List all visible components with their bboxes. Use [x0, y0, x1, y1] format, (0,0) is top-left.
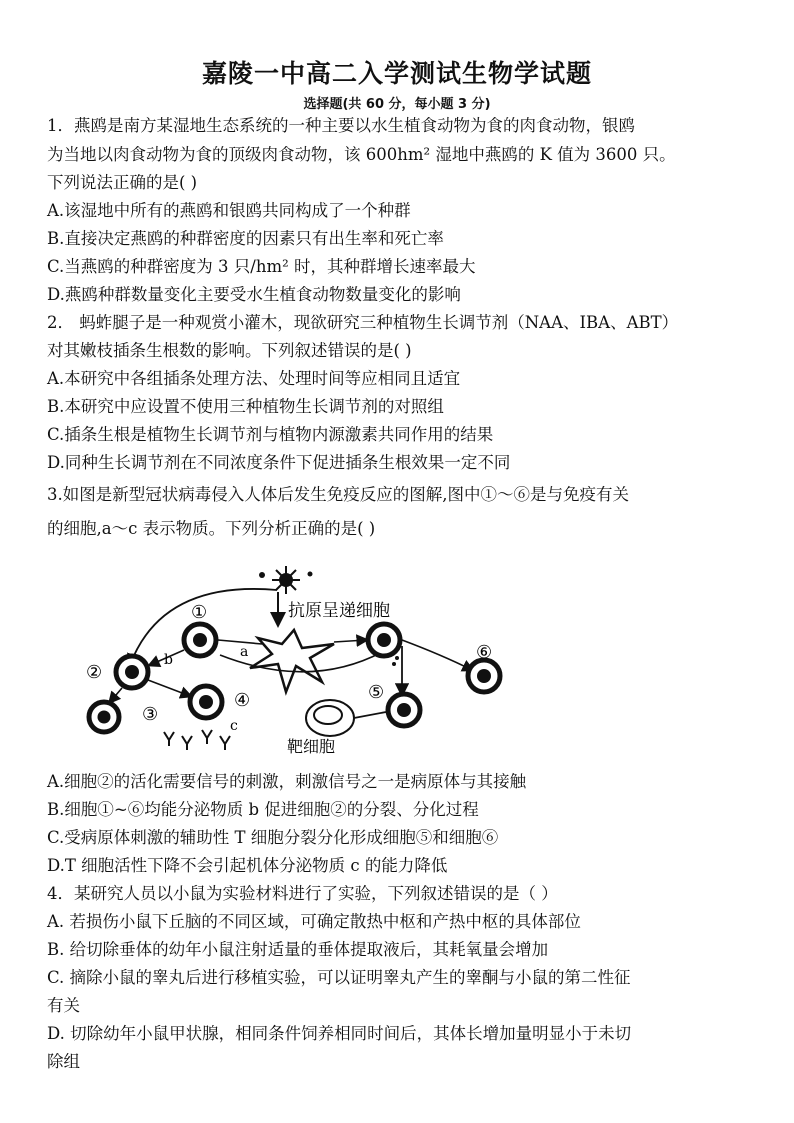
cell-5: [388, 694, 420, 726]
immune-response-diagram: [72, 560, 522, 760]
cell-4: [190, 686, 222, 718]
substance-a-label: a: [240, 644, 249, 660]
link-target-5: [354, 712, 386, 718]
target-cell: [306, 700, 354, 736]
link-apc-t: [334, 640, 366, 642]
q3-option-a: A.细胞②的活化需要信号的刺激，刺激信号之一是病原体与其接触: [47, 772, 527, 791]
apc-label: 抗原呈递细胞: [288, 601, 390, 621]
cell-1-label: ①: [191, 602, 208, 623]
arrow-2-to-4: [148, 680, 190, 696]
target-cell-label: 靶细胞: [287, 737, 336, 756]
q3-stem-line-2: 的细胞,a～c 表示物质。下列分析正确的是( ): [47, 519, 376, 538]
curve-arrow: [220, 640, 472, 672]
cell-3-label: ③: [142, 704, 159, 725]
q4-option-c-line-1: C. 摘除小鼠的睾丸后进行移植实验，可以证明睾丸产生的睾酮与小鼠的第二性征: [47, 968, 631, 987]
q1-option-b: B.直接决定燕鸥的种群密度的因素只有出生率和死亡率: [47, 229, 444, 248]
q4-stem-line-1: 4．某研究人员以小鼠为实验材料进行了实验，下列叙述错误的是（ ）: [47, 884, 558, 903]
q1-stem-line-2: 为当地以肉食动物为食的顶级肉食动物，该 600hm² 湿地中燕鸥的 K 值为 3600 只。: [47, 145, 676, 164]
cell-effector-t: [368, 624, 400, 656]
q4-option-a: A. 若损伤小鼠下丘脑的不同区域，可确定散热中枢和产热中枢的具体部位: [47, 912, 581, 931]
q1-option-c: C.当燕鸥的种群密度为 3 只/hm² 时，其种群增长速率最大: [47, 257, 476, 276]
q3-option-d: D.T 细胞活性下降不会引起机体分泌物质 c 的能力降低: [47, 856, 448, 875]
cell-2-label: ②: [86, 662, 103, 683]
substance-b-label: b: [164, 652, 173, 668]
q1-option-a: A.该湿地中所有的燕鸥和银鸥共同构成了一个种群: [47, 201, 411, 220]
q4-option-c-line-2: 有关: [47, 996, 80, 1015]
cell-3: [89, 702, 119, 732]
arrow-2-to-3: [110, 688, 122, 702]
cell-2: [116, 656, 148, 688]
q4-option-b: B. 给切除垂体的幼年小鼠注射适量的垂体提取液后，其耗氧量会增加: [47, 940, 549, 959]
page-title: 嘉陵一中高二入学测试生物学试题: [201, 59, 592, 88]
q2-stem-line-1: 2． 蚂蚱腿子是一种观赏小灌木，现欲研究三种植物生长调节剂（NAA、IBA、ABT）: [47, 313, 679, 332]
cell-6: [468, 660, 500, 692]
antibody-icon: [164, 730, 230, 750]
section-subtitle: 选择题(共 60 分，每小题 3 分): [303, 97, 491, 112]
q1-stem-line-3: 下列说法正确的是( ): [47, 173, 198, 192]
q4-option-d-line-1: D. 切除幼年小鼠甲状腺，相同条件饲养相同时间后，其体长增加量明显小于未切: [47, 1024, 632, 1043]
cell-5-label: ⑤: [368, 682, 385, 703]
q2-option-c: C.插条生根是植物生长调节剂与植物内源激素共同作用的结果: [47, 425, 494, 444]
q4-option-d-line-2: 除组: [47, 1052, 80, 1071]
substance-c-label: c: [230, 718, 238, 734]
q2-option-b: B.本研究中应设置不使用三种植物生长调节剂的对照组: [47, 397, 444, 416]
q2-option-a: A.本研究中各组插条处理方法、处理时间等应相同且适宜: [47, 369, 461, 388]
apc-star-cell: [250, 630, 334, 692]
cell-1: [184, 624, 216, 656]
q1-option-d: D.燕鸥种群数量变化主要受水生植食动物数量变化的影响: [47, 285, 461, 304]
cell-4-label: ④: [234, 690, 251, 711]
q2-stem-line-2: 对其嫩枝插条生根数的影响。下列叙述错误的是( ): [47, 341, 412, 360]
cell-6-label: ⑥: [476, 642, 493, 663]
q1-stem-line-1: 1．燕鸥是南方某湿地生态系统的一种主要以水生植食动物为食的肉食动物，银鸥: [47, 116, 635, 135]
q3-stem-line-1: 3.如图是新型冠状病毒侵入人体后发生免疫反应的图解,图中①～⑥是与免疫有关: [47, 485, 629, 504]
q3-option-c: C.受病原体刺激的辅助性 T 细胞分裂分化形成细胞⑤和细胞⑥: [47, 828, 499, 847]
q3-option-b: B.细胞①~⑥均能分泌物质 b 促进细胞②的分裂、分化过程: [47, 800, 479, 819]
q2-option-d: D.同种生长调节剂在不同浓度条件下促进插条生根效果一定不同: [47, 453, 511, 472]
